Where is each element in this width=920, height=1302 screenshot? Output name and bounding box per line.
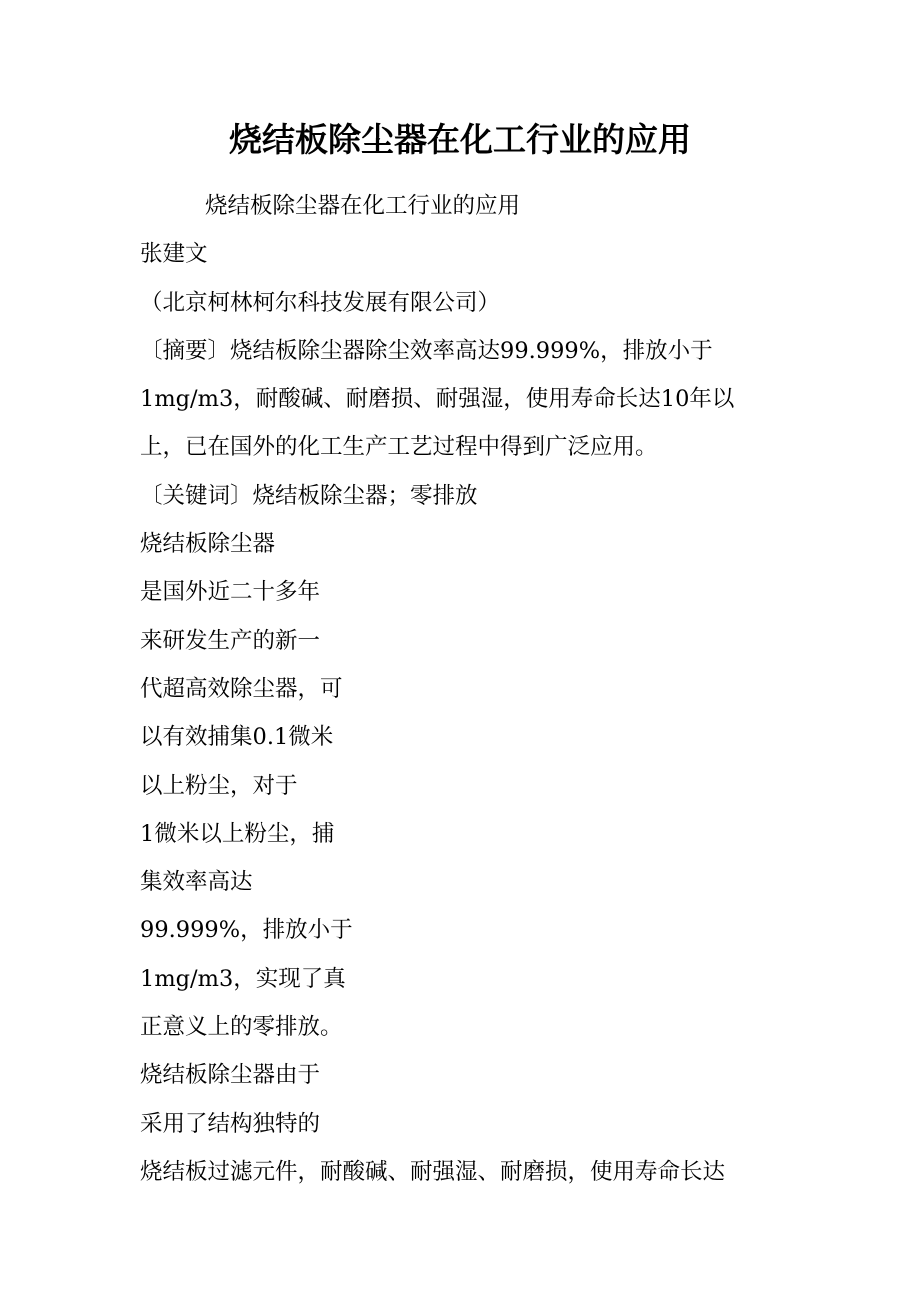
body-line: 以上粉尘，对于 [140, 772, 298, 799]
body-line: 正意义上的零排放。 [140, 1014, 343, 1041]
subtitle-line: 烧结板除尘器在化工行业的应用 [205, 193, 521, 219]
body-line: 烧结板过滤元件，耐酸碱、耐强湿、耐磨损，使用寿命长达 [140, 1158, 726, 1185]
body-line: 来研发生产的新一 [140, 627, 321, 654]
body-line: 烧结板除尘器 [140, 531, 276, 558]
affiliation-line: （北京柯林柯尔科技发展有限公司） [140, 289, 501, 316]
body-line: 99.999%，排放小于 [140, 917, 353, 944]
author-line: 张建文 [140, 241, 208, 268]
body-line: 烧结板除尘器由于 [140, 1062, 321, 1089]
abstract-line: 上，已在国外的化工生产工艺过程中得到广泛应用。 [140, 434, 658, 461]
abstract-line: 1mg/m3，耐酸碱、耐磨损、耐强湿，使用寿命长达10年以 [140, 386, 735, 413]
body-line: 以有效捕集0.1微米 [140, 724, 334, 751]
document-title: 烧结板除尘器在化工行业的应用 [229, 120, 691, 159]
body-line: 1微米以上粉尘，捕 [140, 820, 335, 847]
body-line: 采用了结构独特的 [140, 1110, 321, 1137]
abstract-line: 〔摘要〕烧结板除尘器除尘效率高达99.999%，排放小于 [140, 337, 713, 364]
body-line: 集效率高达 [140, 869, 253, 896]
body-line: 代超高效除尘器，可 [140, 675, 343, 702]
document-body [140, 182, 790, 1196]
keywords-line: 〔关键词〕烧结板除尘器；零排放 [140, 482, 478, 509]
body-line: 1mg/m3，实现了真 [140, 965, 346, 992]
body-line: 是国外近二十多年 [140, 579, 321, 606]
